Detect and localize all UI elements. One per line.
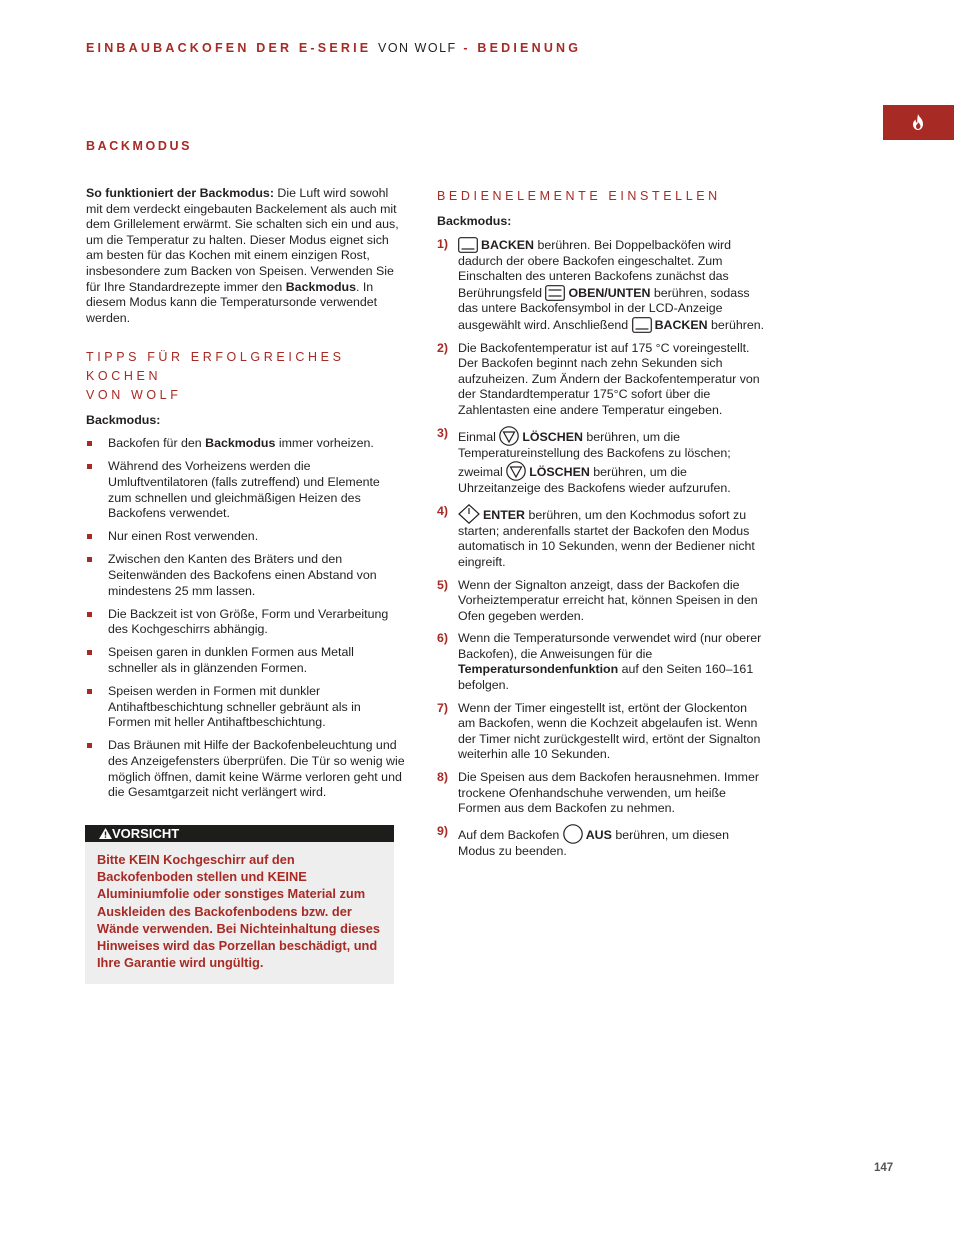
caution-text: Bitte KEIN Kochgeschirr auf den Backofenboden stellen und KEINE Aluminiumfolie oder sonstiges Material zum Auskleiden des Backofenbodens bzw. der Wände verwenden. Bei Nichteinhaltung dieses Hinweises wird das Porzellan beschädigt, und Ihre Garantie wird ungültig. — [97, 852, 381, 971]
list-item: Nur einen Rost verwenden. — [86, 529, 406, 545]
off-icon — [563, 824, 583, 844]
clear-icon — [506, 461, 526, 481]
list-item: Speisen garen in dunklen Formen aus Metall schneller als in glänzenden Formen. — [86, 645, 406, 676]
caution-header — [85, 825, 394, 842]
step-text: Wenn die Temperatursonde verwendet wird (nur oberer Backofen), die Anweisungen für die — [458, 631, 762, 661]
step-bold: LÖSCHEN — [522, 429, 583, 444]
step-4 — [437, 504, 767, 571]
list-item: Zwischen den Kanten des Bräters und den Seitenwänden des Backofens einen Abstand von mindestens 25 mm lassen. — [86, 552, 406, 599]
right-column — [437, 187, 767, 866]
step-text: berühren, um die Temperatureinstellung des Backofens zu löschen; zweimal — [458, 429, 731, 480]
step-text: Einmal — [458, 429, 500, 444]
tips-title — [86, 348, 406, 405]
bake-icon — [632, 317, 652, 333]
enter-icon — [458, 504, 480, 524]
step-9 — [437, 824, 767, 860]
step-bold: BACKEN — [481, 238, 535, 252]
step-8 — [437, 770, 767, 817]
step-text: berühren. — [707, 317, 765, 332]
step-text: auf den Seiten 160–161 befolgen. — [458, 662, 754, 693]
tip-text: immer vorheizen. — [275, 436, 374, 451]
steps-list — [437, 237, 767, 859]
tips-label: Backmodus: — [86, 413, 161, 428]
warning-icon — [99, 828, 112, 839]
step-number: 5) — [437, 577, 449, 592]
step-bold: LÖSCHEN — [529, 465, 590, 480]
step-7 — [437, 701, 767, 763]
step-number: 8) — [437, 770, 449, 785]
flame-icon — [912, 114, 924, 130]
header-brand: VON WOLF — [378, 41, 457, 55]
list-item: Die Backzeit ist von Größe, Form und Verarbeitung des Kochgeschirrs abhängig. — [86, 607, 406, 638]
step-number: 2) — [437, 340, 449, 355]
header-section: - BEDIENUNG — [463, 41, 582, 55]
step-number: 3) — [437, 425, 449, 440]
bake-icon — [458, 237, 478, 253]
step-text: berühren, sodass das untere Backofensymbol in der LCD-Anzeige ausgewählt wird. Anschließend — [458, 285, 750, 332]
step-bold: BACKEN — [654, 317, 708, 332]
step-number: 1) — [437, 237, 449, 251]
header-title: EINBAUBACKOFEN DER E-SERIE — [86, 41, 372, 55]
list-item: Das Bräunen mit Hilfe der Backofenbeleuchtung und des Anzeigefensters überprüfen. Die Tür so wenig wie möglich öffnen, damit keine Wärme verloren geht und die Gesamtgarzeit nicht verlängert wird. — [86, 738, 406, 800]
list-item: Während des Vorheizens werden die Umluftventilatoren (falls zutreffend) und Elemente zum schnellen und gleichmäßigen Heizen des Backofens verwendet. — [86, 459, 406, 521]
chapter-tab — [883, 105, 954, 140]
left-column — [86, 186, 406, 808]
tip-text: Backofen für den — [108, 436, 206, 451]
controls-title: BEDIENELEMENTE EINSTELLEN — [437, 189, 721, 203]
step-text: Auf dem Backofen — [458, 827, 563, 842]
step-text: Wenn der Signalton anzeigt, dass der Backofen die Vorheiztemperatur erreicht hat, können Speisen in den Ofen gegeben werden. — [458, 577, 758, 623]
step-text: berühren, um die Uhrzeitanzeige des Backofens wieder aufzurufen. — [458, 465, 731, 496]
step-bold: AUS — [585, 827, 612, 842]
section-title: BACKMODUS — [86, 139, 193, 153]
step-text: berühren, um den Kochmodus sofort zu starten; anderenfalls startet der Backofen den Modus automatisch in 10 Sekunden, wenn der Bediener nicht eingreift. — [458, 507, 755, 569]
clear-icon — [499, 426, 519, 446]
controls-label: Backmodus: — [437, 214, 512, 228]
caution-label: VORSICHT — [112, 826, 180, 841]
intro-paragraph — [86, 186, 406, 326]
step-bold: ENTER — [483, 507, 525, 522]
list-item — [86, 436, 406, 452]
caution-box — [85, 825, 394, 984]
running-header — [86, 41, 581, 55]
step-text: Wenn der Timer eingestellt ist, ertönt der Glockenton am Backofen, wenn die Kochzeit abgelaufen ist. Wenn der Timer nicht zurückgestellt wird, ertönt der Signalton weiterhin alle 10 Sekunden. — [458, 700, 761, 762]
step-bold: OBEN/UNTEN — [568, 285, 651, 300]
tips-list — [86, 436, 406, 800]
step-2 — [437, 341, 767, 419]
step-3 — [437, 426, 767, 497]
step-text: Die Speisen aus dem Backofen herausnehmen. Immer trockene Ofenhandschuhe verwenden, um heiße Formen aus dem Backofen zu nehmen. — [458, 770, 759, 816]
step-bold: Temperatursondenfunktion — [458, 662, 619, 677]
step-text: berühren, um diesen Modus zu beenden. — [458, 827, 729, 858]
intro-text: Die Luft wird sowohl mit dem verdeckt eingebauten Backelement als auch mit dem Grillelement erwärmt. Sie schalten sich ein und aus, um die Temperatur zu halten. Dieser Modus eignet sich am besten für das Kochen mit einem einzigen Rost, insbesondere zum Backen von Speisen. Verwenden Sie für Ihre Standardrezepte immer den — [86, 186, 399, 294]
intro-mode: Backmodus — [285, 279, 356, 294]
step-5 — [437, 578, 767, 625]
step-number: 4) — [437, 503, 449, 518]
page-number: 147 — [874, 1162, 894, 1174]
step-number: 7) — [437, 700, 449, 715]
oven-select-icon — [545, 285, 565, 301]
step-text: berühren. Bei Doppelbacköfen wird dadurch der obere Backofen eingeschaltet. Zum Einschalten des unteren Backofens zunächst das Berührungsfeld — [458, 238, 732, 300]
tips-title-line1: TIPPS FÜR ERFOLGREICHES KOCHEN — [86, 350, 345, 384]
step-number: 9) — [437, 823, 449, 838]
step-6 — [437, 631, 767, 693]
tip-bold: Backmodus — [205, 436, 276, 451]
step-1 — [437, 237, 767, 334]
step-number: 6) — [437, 631, 449, 646]
intro-text-end: . In diesem Modus kann die Temperatursonde verwendet werden. — [86, 279, 378, 325]
list-item: Speisen werden in Formen mit dunkler Antihaftbeschichtung schneller gebräunt als in Formen mit heller Antihaftbeschichtung. — [86, 684, 406, 731]
tips-title-line2: VON WOLF — [86, 388, 182, 403]
step-text: Die Backofentemperatur ist auf 175 °C voreingestellt. Der Backofen beginnt nach zehn Sekunden sich aufzuheizen. Zum Ändern der Backofentemperatur von der Standardtemperatur 175°C sofort über die Zahlentasten eine andere Temperatur eingeben. — [458, 340, 760, 417]
intro-lead: So funktioniert der Backmodus: — [86, 186, 274, 200]
